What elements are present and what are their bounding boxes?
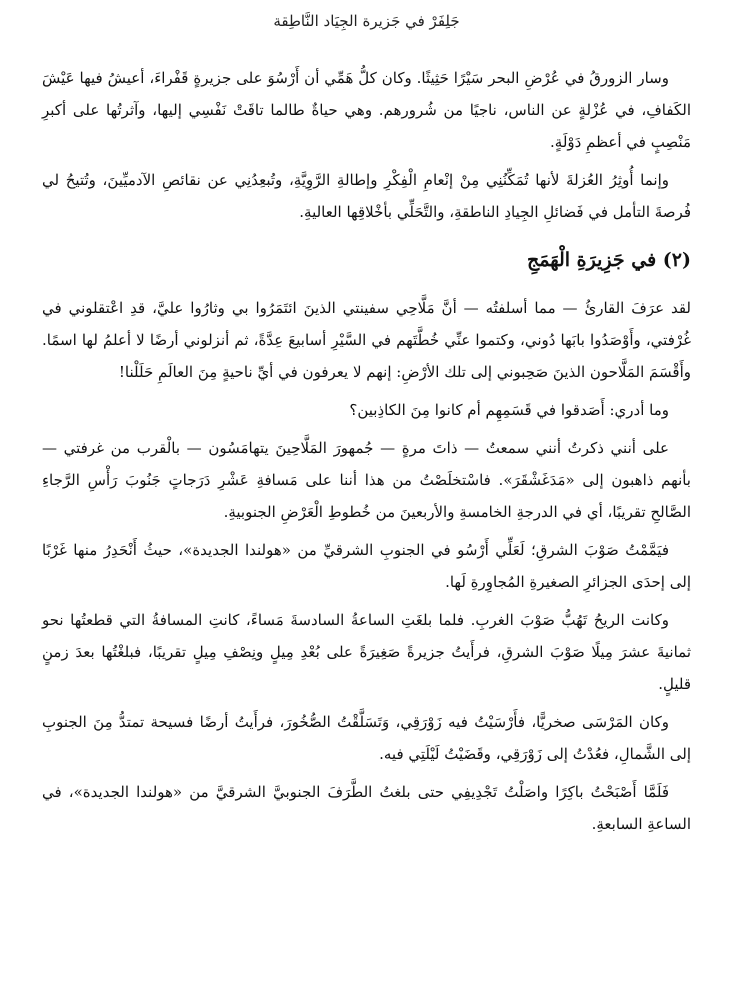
- paragraph: وما أدري: أَصَدقوا في قَسَمِهِم أم كانوا مِنَ الكاذِبين؟: [349, 401, 669, 419]
- section-heading: (٢) في جَزِيرَةِ الْهَمَجِ: [526, 249, 691, 271]
- page-content: [42, 62, 691, 846]
- running-header: جَلِفَرْ في جَزيرة الجِيَاد النَّاطِقة: [273, 12, 460, 30]
- paragraph: لقد عرَفَ القارئُ — مما أسلفتُه — أنَّ مَلَّاحِي سفينتي الذينَ ائتَمَرُوا بي وثارُوا عليَّ، قدِ اعْتقلوني في غُرْفتي، وأَوْصَدُوا بابَها دُوني، وكتموا عنِّي خُطَّتَهم في السَّيْرِ أسابيعَ عِدَّةً، ثم أنزلوني أرضًا لا أعلمُ لها اسمًا. وأَقْسَمَ المَلَّاحون الذينَ صَحِبوني إلى تلك الأرْضِ: إنهم لا يعرفون في أيِّ ناحيةٍ مِنَ العالَمِ حَلَلْنا!: [42, 299, 691, 381]
- paragraph: وكان المَرْسَى صخريًّا، فأَرْسَيْتُ فيه زَوْرَقِي، وَتَسَلَّقْتُ الصُّخُورَ، فرأَيتُ أرضًا فسيحة تمتدُّ مِنَ الجنوبِ إلى الشَّمالِ، فعُدْتُ إلى زَوْرَقِي، وقَضَيْتُ لَيْلَتِي فيه.: [42, 713, 691, 763]
- paragraph: فيَمَّمْتُ صَوْبَ الشرقِ؛ لَعَلِّي أَرْسُو في الجنوبِ الشرقيِّ من «هولندا الجديدة»، حيثُ أَنْحَدِرُ منها غَرْبًا إلى إحدَى الجزائرِ الصغيرةِ المُجاوِرةِ لَها.: [42, 541, 691, 591]
- paragraph: وسار الزورقُ في عُرْضِ البحر سَيْرًا حَثِيثًا. وكان كلُّ هَمِّي أن أَرْسُوَ على جزيرةٍ قَفْراءَ، أعيشُ فيها عَيْشَ الكَفافِ، في عُزْلةٍ عن الناس، ناجيًا من شُرورهم. وهي حياةٌ طالما تاقَتْ نَفْسِي إليها، وآثرتُها على أكبرِ مَنْصِبٍ في أعظمِ دَوْلَةٍ.: [42, 69, 691, 151]
- paragraph: وإنما أُوثِرُ العُزلةَ لأنها تُمَكِّنُنِي مِنْ إنْعامِ الْفِكْرِ وإطالةِ الرَّوِيَّةِ، وتُبعِدُنِي عن نقائصِ الآدميِّينَ، وتُتيحُ لي فُرصةَ التأمل في فَضائلِ الجِيادِ الناطقةِ، والتَّحَلِّي بأخْلاقِها العاليةِ.: [42, 171, 691, 221]
- paragraph: فَلَمَّا أَصْبَحْتُ باكِرًا واصَلْتُ تَجْدِيفِي حتى بلغتُ الطَّرَفَ الجنوبيَّ الشرقيَّ من «هولندا الجديدة»، في الساعةِ السابعةِ.: [42, 783, 691, 833]
- paragraph: وكانت الريحُ تَهُبُّ صَوْبَ الغربِ. فلما بلغَتِ الساعةُ السادسةَ مَساءً، كانتِ المسافةُ التي قطعتُها نحو ثمانيةَ عشرَ مِيلًا صَوْبَ الشرقِ، فرأَيتُ جزيرةً صَغِيرَةً على بُعْدِ مِيلٍ ونِصْفِ مِيلٍ تقريبًا، فبلغْتُها بعدَ زمنٍ قليلٍ.: [42, 611, 691, 693]
- paragraph: على أنني ذكرتُ أنني سمعتُ — ذاتَ مرةٍ — جُمهورَ المَلَّاحِينَ يتهامَسُون — بالْقرب من غرفتي — بأنهم ذاهبون إلى «مَدَغَشْقَرَ». فاسْتخلَصْتُ من هذا أننا على مَسافةِ عَشْرِ دَرَجاتٍ جَنُوبَ رَأْسِ الرَّجاءِ الصَّالحِ تقريبًا، أي في الدرجةِ الخامسةِ والأربعينَ من خُطوطِ الْعَرْضِ الجنوبيةِ.: [42, 439, 691, 521]
